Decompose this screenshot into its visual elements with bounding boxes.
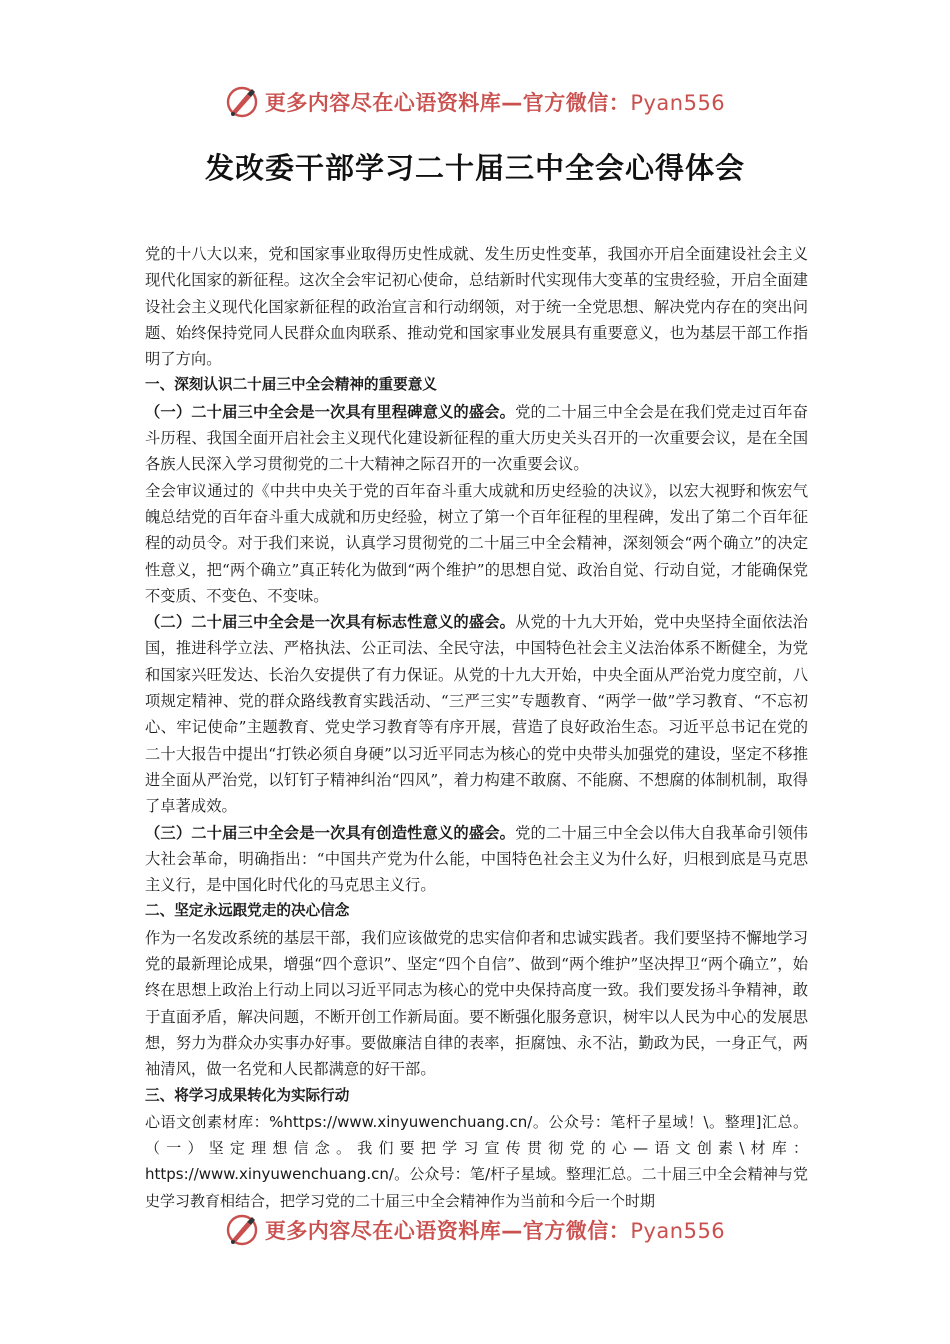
banner-text: 更多内容尽在心语资料库—官方微信：Pyan556 — [264, 91, 726, 115]
paragraph-resolution: 全会审议通过的《中共中央关于党的百年奋斗重大成就和历史经验的决议》，以宏大视野和恢宏气魄总结党的百年奋斗重大成就和历史经验，树立了第一个百年征程的里程碑，发出了第二个百年征程的动员令。对于我们来说，认真学习贯彻党的二十届三中全会精神，深刻领会“两个确立”的决定性意义，把“两个确立”真正转化为做到“两个维护”的思想自觉、政治自觉、行动自觉，才能确保党不变质、不变色、不变味。 — [145, 481, 808, 605]
wechat-handle: Pyan556 — [630, 91, 726, 115]
intro-paragraph: 党的十八大以来，党和国家事业取得历史性成就、发生历史性变革，我国亦开启全面建设社会主义现代化国家的新征程。这次全会牢记初心使命，总结新时代实现伟大变革的宝贵经验，开启全面建设社会主义现代化国家新征程的政治宣言和行动纲领，对于统一全党思想、解决党内存在的突出问题、始终保持党同人民群众血肉联系、推动党和国家事业发展具有重要意义，也为基层干部工作指明了方向。 — [145, 245, 808, 369]
subsection-1 — [145, 399, 808, 478]
section-heading-3: 三、将学习成果转化为实际行动 — [145, 1086, 350, 1104]
section-heading-2: 二、坚定永远跟党走的决心信念 — [145, 902, 350, 920]
subsection-3-text: 党的二十届三中全会以伟大自我革命引领伟大社会革命，明确指出：“中国共产党为什么能，中国特色社会主义为什么好，归根到底是马克思主义行，是中国化时代化的马克思主义行。 — [145, 823, 808, 895]
paragraph-determination: 作为一名发改系统的基层干部，我们应该做党的忠实信仰者和忠诚实践者。我们要坚持不懈地学习党的最新理论成果，增强“四个意识”、坚定“四个自信”、做到“两个维护”坚决捍卫“两个确立”，始终在思想上政治上行动上同以习近平同志为核心的党中央保持高度一致。我们要发扬斗争精神，敢于直面矛盾，解决问题，不断开创工作新局面。要不断强化服务意识，树牢以人民为中心的发展思想，努力为群众办实事办好事。要做廉洁自律的表率，拒腐蚀、永不沾，勤政为民，一身正气，两袖清风，做一名党和人民都满意的好干部。 — [145, 928, 808, 1079]
subsection-1-text: 党的二十届三中全会是在我们党走过百年奋斗历程、我国全面开启社会主义现代化建设新征程的重大历史关头召开的一次重要会议，是在全国各族人民深入学习贯彻党的二十大精神之际召开的一次重要会议。 — [145, 402, 808, 474]
banner-text: 更多内容尽在心语资料库—官方微信：Pyan556 — [264, 1219, 726, 1243]
subsection-2-text: 从党的十九大开始，党中央坚持全面依法治国，推进科学立法、严格执法、公正司法、全民守法，中国特色社会主义法治体系不断健全，为党和国家兴旺发达、长治久安提供了有力保证。从党的十九大开始，中央全面从严治党力度空前，八项规定精神、党的群众路线教育实践活动、“三严三实”专题教育、“两学一做”学习教育、“不忘初心、牢记使命”主题教育、党史学习教育等有序开展，营造了良好政治生态。习近平总书记在党的二十大报告中提出“打铁必须自身硬”以习近平同志为核心的党中央带头加强党的建设，坚定不移推进全面从严治党，以钉钉子精神纠治“四风”，着力构建不敢腐、不能腐、不想腐的体制机制，取得了卓著成效。 — [145, 613, 808, 816]
brush-logo-icon — [225, 85, 259, 119]
document-title: 发改委干部学习二十届三中全会心得体会 — [204, 151, 745, 185]
subsection-2-lead: （二）二十届三中全会是一次具有标志性意义的盛会。 — [145, 613, 516, 632]
subsection-3 — [145, 820, 808, 899]
paragraph-action: 心语文创素材库：%https://www.xinyuwenchuang.cn/。公众号：笔杆子星域！\。整理]汇总。（一）坚定理想信念。我们要把学习宣传贯彻党的心—语文创素\材库：https://www.xinyuwenchuang.cn/。公众号：笔/杆子星域。整理汇总。二十届三中全会精神与党史学习教育相结合，把学习党的二十届三中全会精神作为当前和今后一个时期 — [145, 1112, 808, 1210]
brush-logo-icon — [225, 1213, 259, 1247]
wechat-handle: Pyan556 — [630, 1219, 726, 1243]
header-banner — [0, 82, 950, 122]
subsection-1-lead: （一）二十届三中全会是一次具有里程碑意义的盛会。 — [145, 402, 516, 421]
subsection-3-lead: （三）二十届三中全会是一次具有创造性意义的盛会。 — [145, 823, 516, 842]
section-heading-1: 一、深刻认识二十届三中全会精神的重要意义 — [145, 376, 437, 394]
footer-banner — [0, 1210, 950, 1250]
document-body — [145, 241, 808, 1214]
subsection-2 — [145, 609, 808, 819]
